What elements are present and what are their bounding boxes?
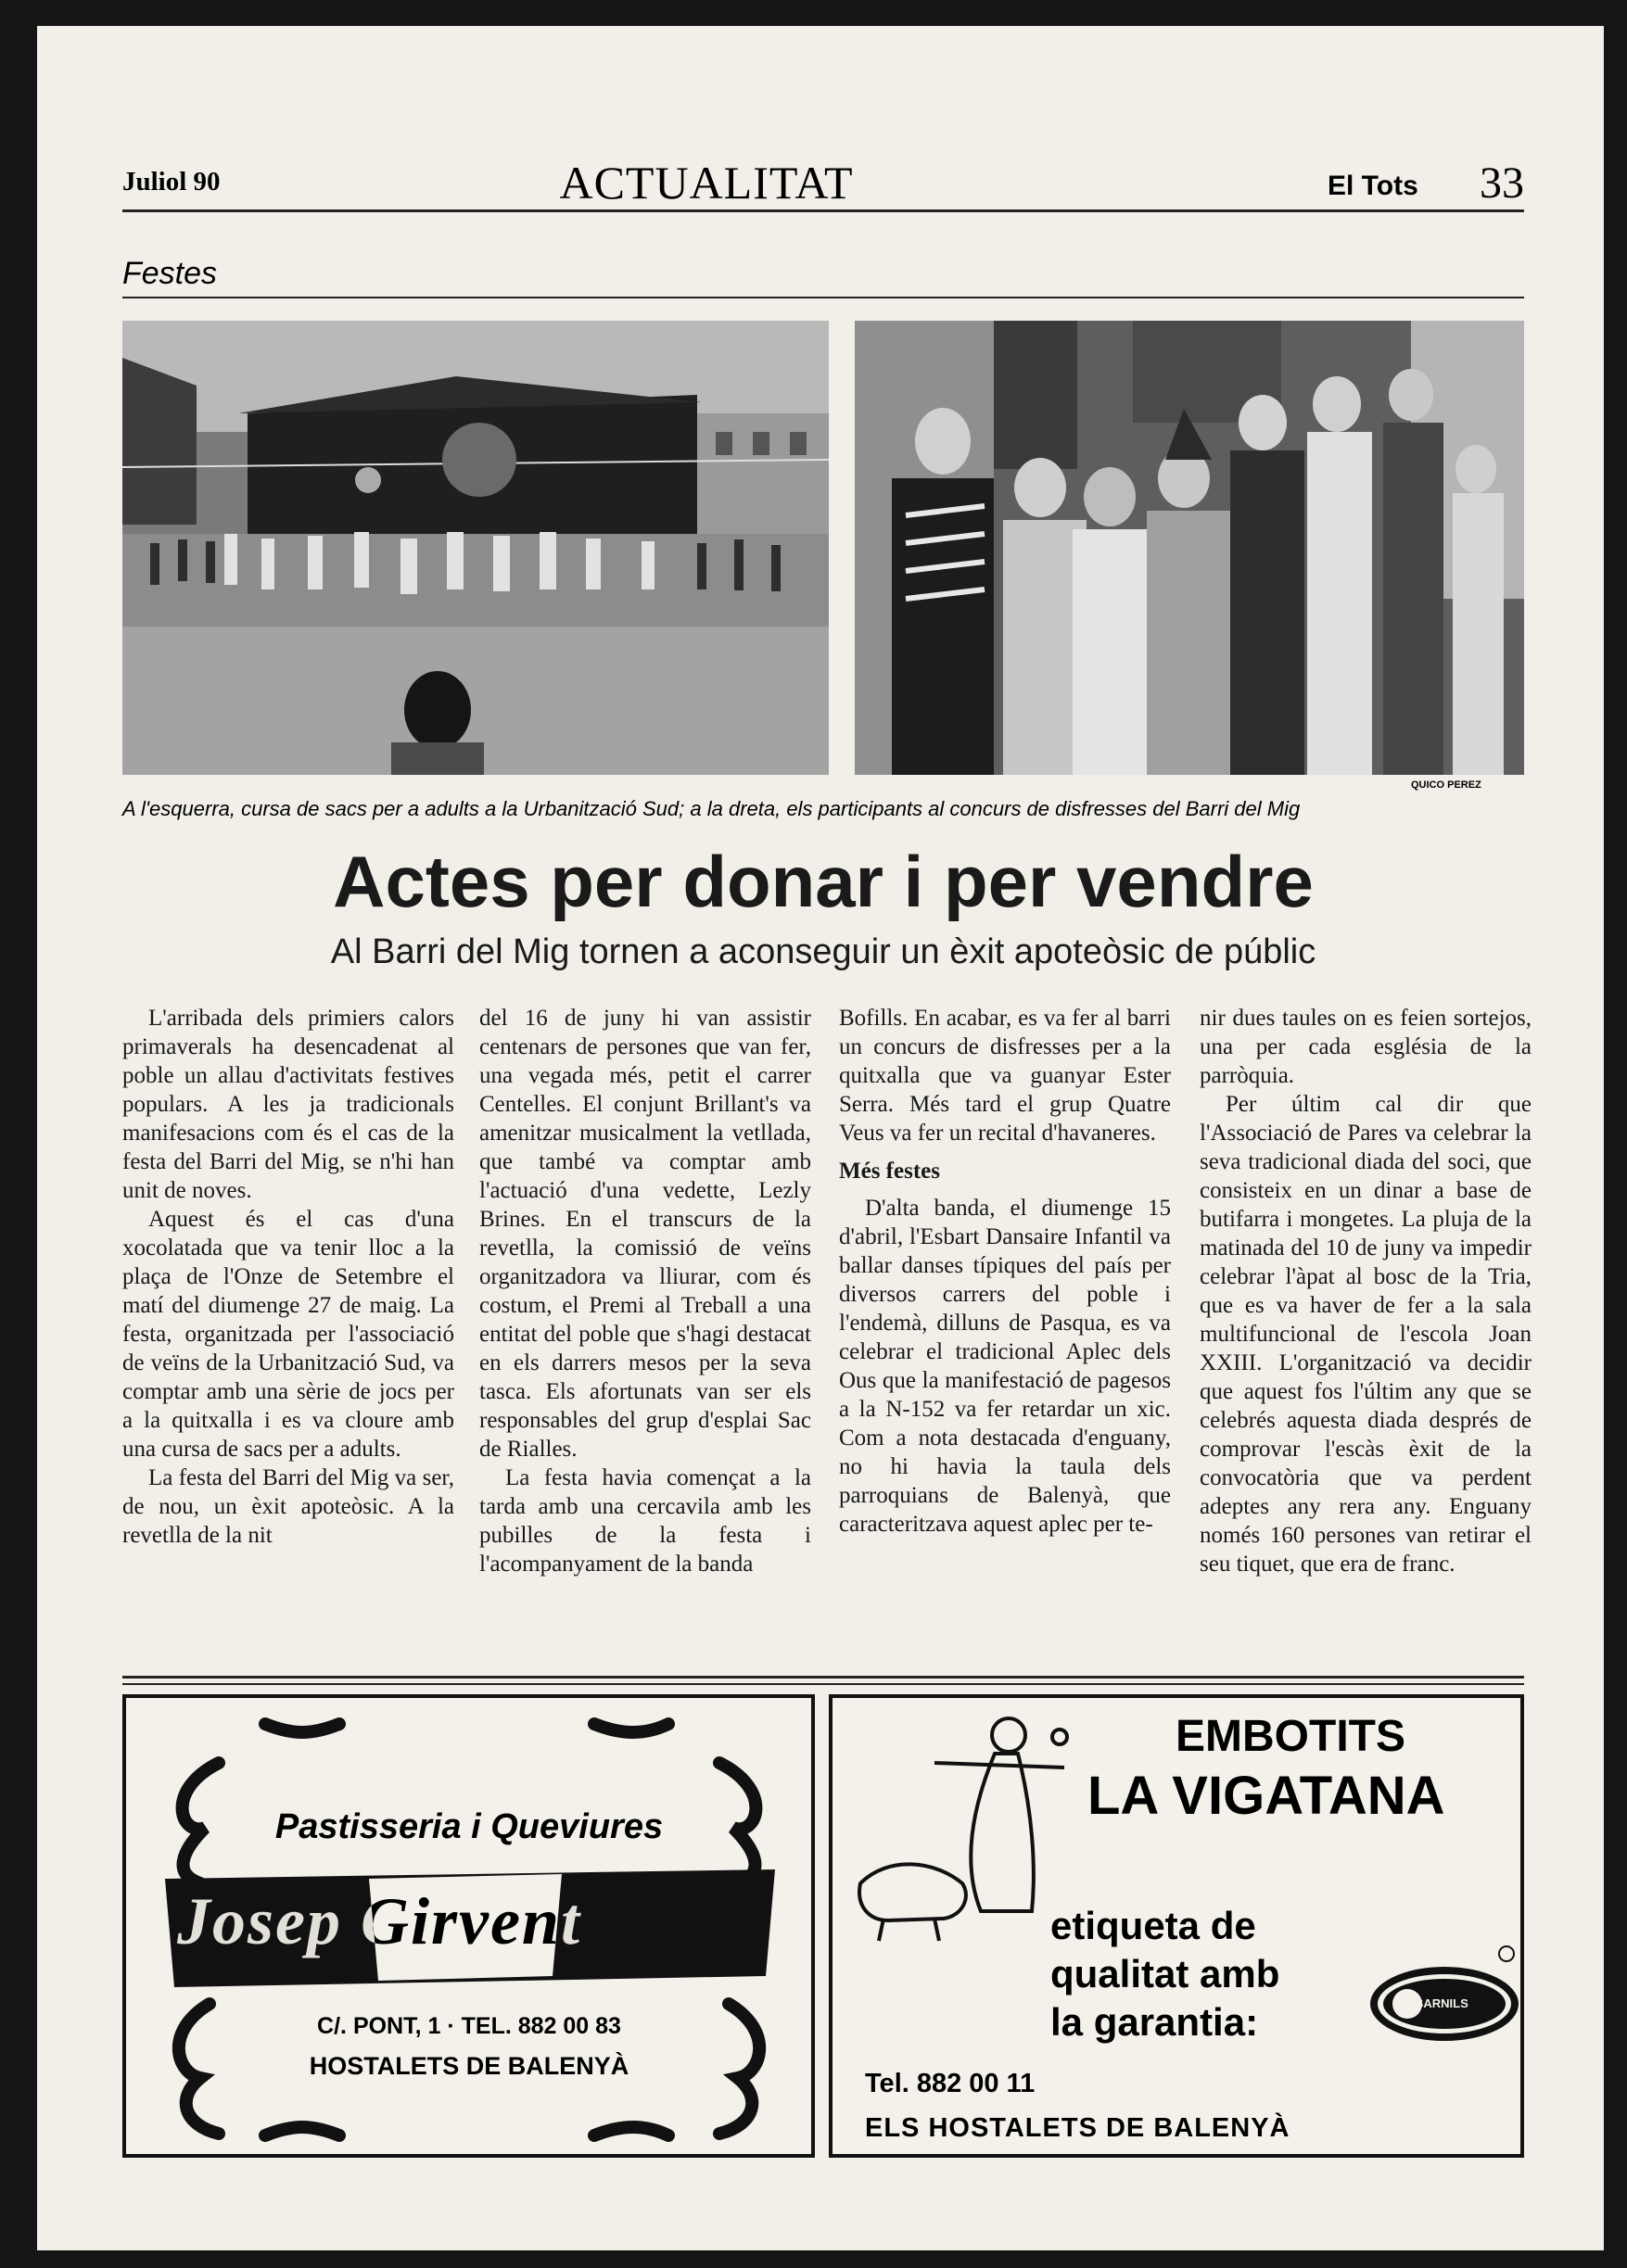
article-body [122,1004,1532,1676]
article-headline: Actes per donar i per vendre [333,841,1314,922]
page-number: 33 [1480,158,1524,208]
section-divider [122,1683,1524,1685]
sack-race-photo [122,321,829,775]
newspaper-page [37,26,1604,2250]
paragraph: Per últim cal dir que l'Associació de Pares va celebrar la seva tradicional diada del soci, que consisteix en un dinar a base de butifarra i mongetes. La pluja de la matinada del 10 de juny va impedir celebrar l'àpat al bosc de la Tria, que es va haver de fer a la sala multifuncional de l'escola Joan XXIII. L'organització va decidir que aquest fos l'últim any que se celebrés aquesta diada després de comprovar l'escàs èxit de la convocatòria que va perdent adeptes any rera any. Enguany només 160 persones van retirar el seu tiquet, que era de franc. [1200,1092,1532,1577]
kicker-rule [122,297,1524,298]
paragraph: nir dues taules on es feien sortejos, una per cada església de la parròquia. [1200,1006,1532,1088]
paragraph: L'arribada dels primiers calors primaverals ha desencadenat al poble un allau d'activitats festives populars. A les ja tradicionals manifesacions com és el cas de la festa del Barri del Mig, se n'hi han unit de noves. [122,1006,454,1203]
bakery-advertisement [122,1694,815,2158]
issue-date: Juliol 90 [122,167,221,196]
section-divider [122,1676,1524,1679]
page-header [122,135,1524,209]
quality-tagline [1050,1902,1279,2046]
photo-credit: QUICO PEREZ [1411,779,1481,791]
paragraph: Aquest és el cas d'una xocolatada que va tenir lloc a la plaça de l'Onze de Setembre el matí del diumenge 27 de maig. La festa, organitzada per l'associació de veïns de la Urbanització Sud, va comptar amb una sèrie de jocs per a la quitxalla i es va cloure amb una cursa de sacs per a adults. [122,1207,454,1462]
paragraph: La festa del Barri del Mig va ser, de nou, un èxit apoteòsic. A la revetlla de la nit [122,1465,454,1548]
article-subheadline: Al Barri del Mig tornen a aconseguir un èxit apoteòsic de públic [330,932,1316,971]
header-rule [122,209,1524,212]
subsection-heading: Més festes [839,1159,940,1184]
costume-contest-photo [855,321,1524,775]
paragraph: D'alta banda, el diumenge 15 d'abril, l'Esbart Dansaire Infantil va ballar danses típiques del país per diversos carrers del poble i l'endemà, dilluns de Pasqua, es va celebrar el tradicional Aplec dels Ous que la manifestació de pagesos a la N-152 va fer retardar un xic. Com a nota destacada d'enguany, no hi havia la taula dels parroquians de Balenyà, que caracteritzava aquest aplec per te- [839,1196,1171,1537]
tagline-line: la garantia: [1050,2000,1259,2044]
tagline-line: etiqueta de [1050,1904,1256,1947]
article-column-3 [839,1004,1171,1539]
article-column-1 [122,1004,454,1550]
paragraph: del 16 de juny hi van assistir centenars de persones que van fer, una vegada més, petit el carrer Centelles. El conjunt Brillant's va amenitzar musicalment la vetllada, que també va comptar amb l'actuació d'una vedette, Lezly Brines. En el transcurs de la revetlla, la comissió de veïns organitzadora va lliurar, com és costum, el Premi al Treball a una entitat del poble que s'hagi destacat en els darrers mesos per la seva tasca. Els afortunats van ser els responsables del grup d'esplai Sac de Rialles. [479,1006,811,1462]
brand-line-1: EMBOTITS [1176,1712,1405,1761]
section-title: ACTUALITAT [559,157,854,209]
photo-caption: A l'esquerra, cursa de sacs per a adults a la Urbanització Sud; a la dreta, els participants al concurs de disfresses del Barri del Mig [122,797,1301,820]
tagline-line: qualitat amb [1050,1952,1280,1996]
bakery-subtitle: Pastisseria i Queviures [274,1807,664,1846]
brand-line-2: LA VIGATANA [1087,1766,1445,1826]
bakery-owner-name: Josep Girvent [177,1884,581,1958]
paragraph: Bofills. En acabar, es va fer al barri un concurs de disfresses per a la quitxalla que va guanyar Ester Serra. Més tard el grup Quatre Veus va fer un recital d'havaneres. [839,1006,1171,1146]
sausage-town: ELS HOSTALETS DE BALENYÀ [865,2113,1290,2143]
paragraph: La festa havia començat a la tarda amb una cercavila amb les pubilles de la festa i l'acompanyament de la banda [479,1465,811,1577]
bakery-town: HOSTALETS DE BALENYÀ [309,2052,629,2080]
article-column-4 [1200,1004,1532,1578]
article-column-2 [479,1004,811,1578]
publication-name: El Tots [1328,171,1418,201]
barnils-logo: BARNILS [1415,1996,1468,2010]
section-kicker: Festes [122,256,218,291]
sausage-advertisement [829,1694,1524,2158]
bakery-address: C/. PONT, 1 · TEL. 882 00 83 [317,2013,621,2039]
sausage-phone: Tel. 882 00 11 [865,2069,1036,2098]
